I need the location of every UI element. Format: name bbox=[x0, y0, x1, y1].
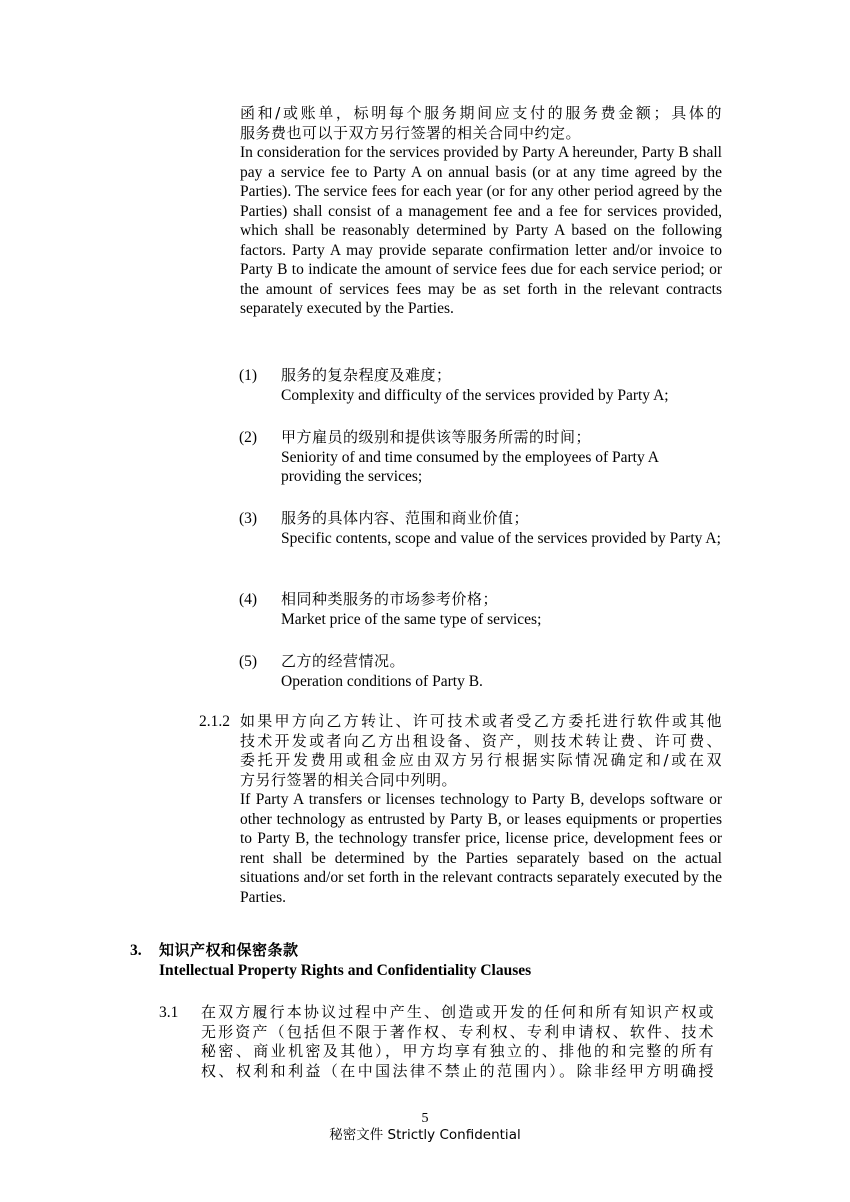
factor-text-en: Specific contents, scope and value of the services provided by Party A; bbox=[281, 529, 721, 547]
text-line: 委托开发费用或租金应由双方另行根据实际情况确定和/或在双 bbox=[240, 751, 722, 769]
paragraph-service-fee-zh bbox=[240, 104, 722, 143]
factor-text-en: Seniority of and time consumed by the employees of Party A providing the services; bbox=[281, 448, 659, 485]
text-line: 技术开发或者向乙方出租设备、资产，则技术转让费、许可费、 bbox=[240, 731, 722, 750]
text-line: 方另行签署的相关合同中列明。 bbox=[240, 770, 458, 789]
text-line: 秘密、商业机密及其他），甲方均享有独立的、排他的和完整的所有 bbox=[201, 1042, 714, 1060]
clause-number: 2.1.2 bbox=[199, 713, 230, 730]
text-line: 如果甲方向乙方转让、许可技术或者受乙方委托进行软件或其他 bbox=[240, 712, 722, 730]
factor-number: (5) bbox=[239, 653, 258, 670]
section-number: 3. bbox=[130, 942, 142, 959]
paragraph-service-fee-en: In consideration for the services provided by Party A hereunder, Party B shall pay a service fee to Party A on annual basis (or at any time agreed by the Parties). The service fees for each year (or for any other period agreed by the Parties) shall consist of a management fee and a fee for services provided, which shall be reasonably determined by Party A based on the following factors. Party A may provide separate confirmation letter and/or invoice to Party B to indicate the amount of service fees due for each service period; or the amount of services fees may be as set forth in the relevant contracts separately executed by the Parties. bbox=[240, 144, 722, 317]
text-line: 权、权利和利益（在中国法律不禁止的范围内）。除非经甲方明确授 bbox=[201, 1061, 714, 1080]
clause-3-1-zh bbox=[201, 1003, 714, 1081]
text-line: 函和/或账单，标明每个服务期间应支付的服务费金额；具体的 bbox=[240, 104, 722, 122]
clause-2-1-2-en: If Party A transfers or licenses technology to Party B, develops software or other technology as entrusted by Party B, or leases equipments or properties to Party B, the technology transfer price, license price, development fees or rent shall be determined by the Parties separately based on the actual situations and/or set forth in the relevant contracts separately executed by the Parties. bbox=[240, 791, 722, 906]
factor-text-zh: 乙方的经营情况。 bbox=[281, 652, 406, 670]
factor-text-en: Operation conditions of Party B. bbox=[281, 672, 483, 690]
paragraph-service-fee bbox=[240, 104, 722, 319]
factor-text-en: Complexity and difficulty of the services provided by Party A; bbox=[281, 386, 669, 404]
clause-2-1-2-zh bbox=[240, 712, 722, 790]
factor-number: (4) bbox=[239, 591, 258, 608]
clause-number: 3.1 bbox=[159, 1004, 179, 1021]
confidential-footer: 秘密文件 Strictly Confidential bbox=[329, 1127, 521, 1143]
text-line: 在双方履行本协议过程中产生、创造或开发的任何和所有知识产权或 bbox=[201, 1003, 714, 1021]
factor-text-en: Market price of the same type of services; bbox=[281, 610, 542, 628]
section-title-zh: 知识产权和保密条款 bbox=[159, 941, 299, 959]
text-line: 服务费也可以于双方另行签署的相关合同中约定。 bbox=[240, 123, 582, 142]
factor-text-zh: 相同种类服务的市场参考价格； bbox=[281, 590, 499, 608]
text-line: 无形资产（包括但不限于著作权、专利权、专利申请权、软件、技术 bbox=[201, 1022, 714, 1041]
factor-number: (3) bbox=[239, 510, 258, 527]
factor-text-zh: 甲方雇员的级别和提供该等服务所需的时间； bbox=[281, 428, 592, 446]
section-title-en: Intellectual Property Rights and Confidentiality Clauses bbox=[159, 961, 532, 979]
factor-text-zh: 服务的复杂程度及难度； bbox=[281, 366, 452, 384]
factor-text-zh: 服务的具体内容、范围和商业价值； bbox=[281, 509, 530, 527]
page-number: 5 bbox=[421, 1111, 429, 1126]
factor-number: (2) bbox=[239, 429, 258, 446]
factor-number: (1) bbox=[239, 367, 258, 384]
